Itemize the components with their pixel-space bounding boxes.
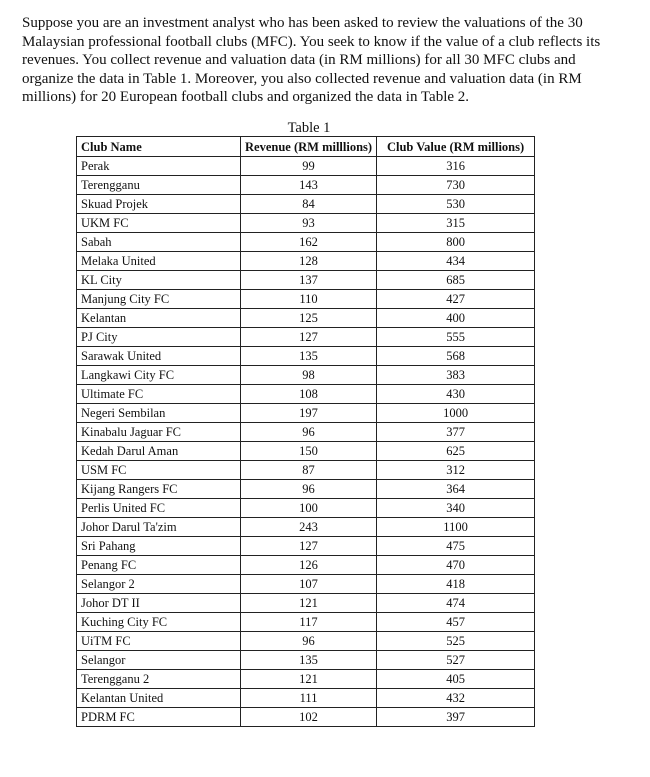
table-row: [77, 404, 535, 423]
table-row: [77, 518, 535, 537]
table-row: [77, 689, 535, 708]
cell-club-name: Terengganu 2: [77, 670, 241, 689]
table-row: [77, 366, 535, 385]
cell-revenue: 98: [241, 366, 377, 385]
cell-revenue: 143: [241, 176, 377, 195]
table-row: [77, 328, 535, 347]
table-header-row: [77, 137, 535, 157]
table-row: [77, 575, 535, 594]
cell-club-value: 474: [377, 594, 535, 613]
cell-club-value: 457: [377, 613, 535, 632]
cell-club-name: USM FC: [77, 461, 241, 480]
cell-revenue: 137: [241, 271, 377, 290]
table-row: [77, 613, 535, 632]
cell-club-name: Negeri Sembilan: [77, 404, 241, 423]
cell-club-value: 730: [377, 176, 535, 195]
cell-club-name: Perak: [77, 157, 241, 176]
table-row: [77, 423, 535, 442]
cell-club-name: KL City: [77, 271, 241, 290]
table-row: [77, 214, 535, 233]
header-revenue: Revenue (RM milllions): [241, 137, 377, 157]
cell-club-value: 470: [377, 556, 535, 575]
cell-club-name: Sri Pahang: [77, 537, 241, 556]
cell-club-value: 555: [377, 328, 535, 347]
cell-club-name: Ultimate FC: [77, 385, 241, 404]
cell-revenue: 150: [241, 442, 377, 461]
cell-club-name: Penang FC: [77, 556, 241, 575]
cell-revenue: 87: [241, 461, 377, 480]
club-table: [76, 136, 535, 727]
cell-club-value: 1100: [377, 518, 535, 537]
cell-revenue: 100: [241, 499, 377, 518]
cell-club-value: 400: [377, 309, 535, 328]
cell-club-value: 434: [377, 252, 535, 271]
cell-revenue: 108: [241, 385, 377, 404]
cell-revenue: 135: [241, 651, 377, 670]
cell-club-name: Langkawi City FC: [77, 366, 241, 385]
table-row: [77, 708, 535, 727]
table-row: [77, 670, 535, 689]
cell-revenue: 127: [241, 328, 377, 347]
cell-club-value: 527: [377, 651, 535, 670]
table-row: [77, 385, 535, 404]
cell-revenue: 162: [241, 233, 377, 252]
cell-revenue: 96: [241, 632, 377, 651]
cell-club-value: 568: [377, 347, 535, 366]
cell-club-value: 312: [377, 461, 535, 480]
cell-revenue: 117: [241, 613, 377, 632]
cell-club-name: Sabah: [77, 233, 241, 252]
table-row: [77, 347, 535, 366]
table-row: [77, 290, 535, 309]
cell-club-value: 418: [377, 575, 535, 594]
table-row: [77, 233, 535, 252]
cell-club-name: Selangor 2: [77, 575, 241, 594]
cell-revenue: 197: [241, 404, 377, 423]
table-row: [77, 176, 535, 195]
cell-revenue: 96: [241, 480, 377, 499]
table-row: [77, 556, 535, 575]
cell-revenue: 93: [241, 214, 377, 233]
cell-club-name: Kijang Rangers FC: [77, 480, 241, 499]
cell-club-name: Selangor: [77, 651, 241, 670]
cell-club-value: 316: [377, 157, 535, 176]
cell-club-name: PDRM FC: [77, 708, 241, 727]
cell-club-name: UKM FC: [77, 214, 241, 233]
table-row: [77, 499, 535, 518]
table-row: [77, 632, 535, 651]
cell-club-value: 377: [377, 423, 535, 442]
cell-club-name: Johor Darul Ta'zim: [77, 518, 241, 537]
table-row: [77, 594, 535, 613]
cell-club-name: Kelantan: [77, 309, 241, 328]
cell-revenue: 121: [241, 670, 377, 689]
table-row: [77, 157, 535, 176]
table-row: [77, 461, 535, 480]
cell-revenue: 243: [241, 518, 377, 537]
table-row: [77, 480, 535, 499]
cell-revenue: 127: [241, 537, 377, 556]
table-row: [77, 195, 535, 214]
cell-club-value: 315: [377, 214, 535, 233]
cell-revenue: 135: [241, 347, 377, 366]
table-row: [77, 309, 535, 328]
cell-revenue: 96: [241, 423, 377, 442]
cell-club-value: 625: [377, 442, 535, 461]
cell-club-value: 530: [377, 195, 535, 214]
table-row: [77, 442, 535, 461]
cell-club-name: UiTM FC: [77, 632, 241, 651]
cell-club-value: 383: [377, 366, 535, 385]
cell-revenue: 102: [241, 708, 377, 727]
cell-club-value: 432: [377, 689, 535, 708]
cell-club-name: Kelantan United: [77, 689, 241, 708]
cell-club-name: Skuad Projek: [77, 195, 241, 214]
cell-club-value: 475: [377, 537, 535, 556]
cell-revenue: 126: [241, 556, 377, 575]
cell-club-name: Kedah Darul Aman: [77, 442, 241, 461]
cell-revenue: 128: [241, 252, 377, 271]
table-row: [77, 537, 535, 556]
cell-club-value: 685: [377, 271, 535, 290]
intro-paragraph: Suppose you are an investment analyst who has been asked to review the valuations of the 30 Malaysian professional football clubs (MFC). You seek to know if the value of a club reflects its revenues. You collect revenue and valuation data (in RM millions) for all 30 MFC clubs and organize the data in Table 1. Moreover, you also collected revenue and valuation data (in RM millions) for 20 European football clubs and organized the data in Table 2.: [22, 15, 601, 105]
cell-revenue: 111: [241, 689, 377, 708]
cell-revenue: 99: [241, 157, 377, 176]
cell-club-value: 364: [377, 480, 535, 499]
table-caption: Table 1: [287, 120, 331, 136]
table-row: [77, 252, 535, 271]
table-row: [77, 271, 535, 290]
table-row: [77, 651, 535, 670]
cell-club-value: 525: [377, 632, 535, 651]
cell-club-value: 1000: [377, 404, 535, 423]
cell-club-name: Manjung City FC: [77, 290, 241, 309]
cell-club-name: Johor DT II: [77, 594, 241, 613]
cell-revenue: 84: [241, 195, 377, 214]
cell-club-value: 800: [377, 233, 535, 252]
cell-club-name: Perlis United FC: [77, 499, 241, 518]
cell-club-name: Kuching City FC: [77, 613, 241, 632]
cell-club-value: 430: [377, 385, 535, 404]
cell-club-value: 397: [377, 708, 535, 727]
cell-club-name: Sarawak United: [77, 347, 241, 366]
header-club-value: Club Value (RM millions): [377, 137, 535, 157]
header-club-name: Club Name: [77, 137, 241, 157]
cell-revenue: 125: [241, 309, 377, 328]
cell-revenue: 107: [241, 575, 377, 594]
cell-revenue: 121: [241, 594, 377, 613]
cell-club-value: 405: [377, 670, 535, 689]
cell-revenue: 110: [241, 290, 377, 309]
cell-club-value: 340: [377, 499, 535, 518]
cell-club-name: PJ City: [77, 328, 241, 347]
cell-club-name: Terengganu: [77, 176, 241, 195]
cell-club-name: Melaka United: [77, 252, 241, 271]
cell-club-name: Kinabalu Jaguar FC: [77, 423, 241, 442]
cell-club-value: 427: [377, 290, 535, 309]
